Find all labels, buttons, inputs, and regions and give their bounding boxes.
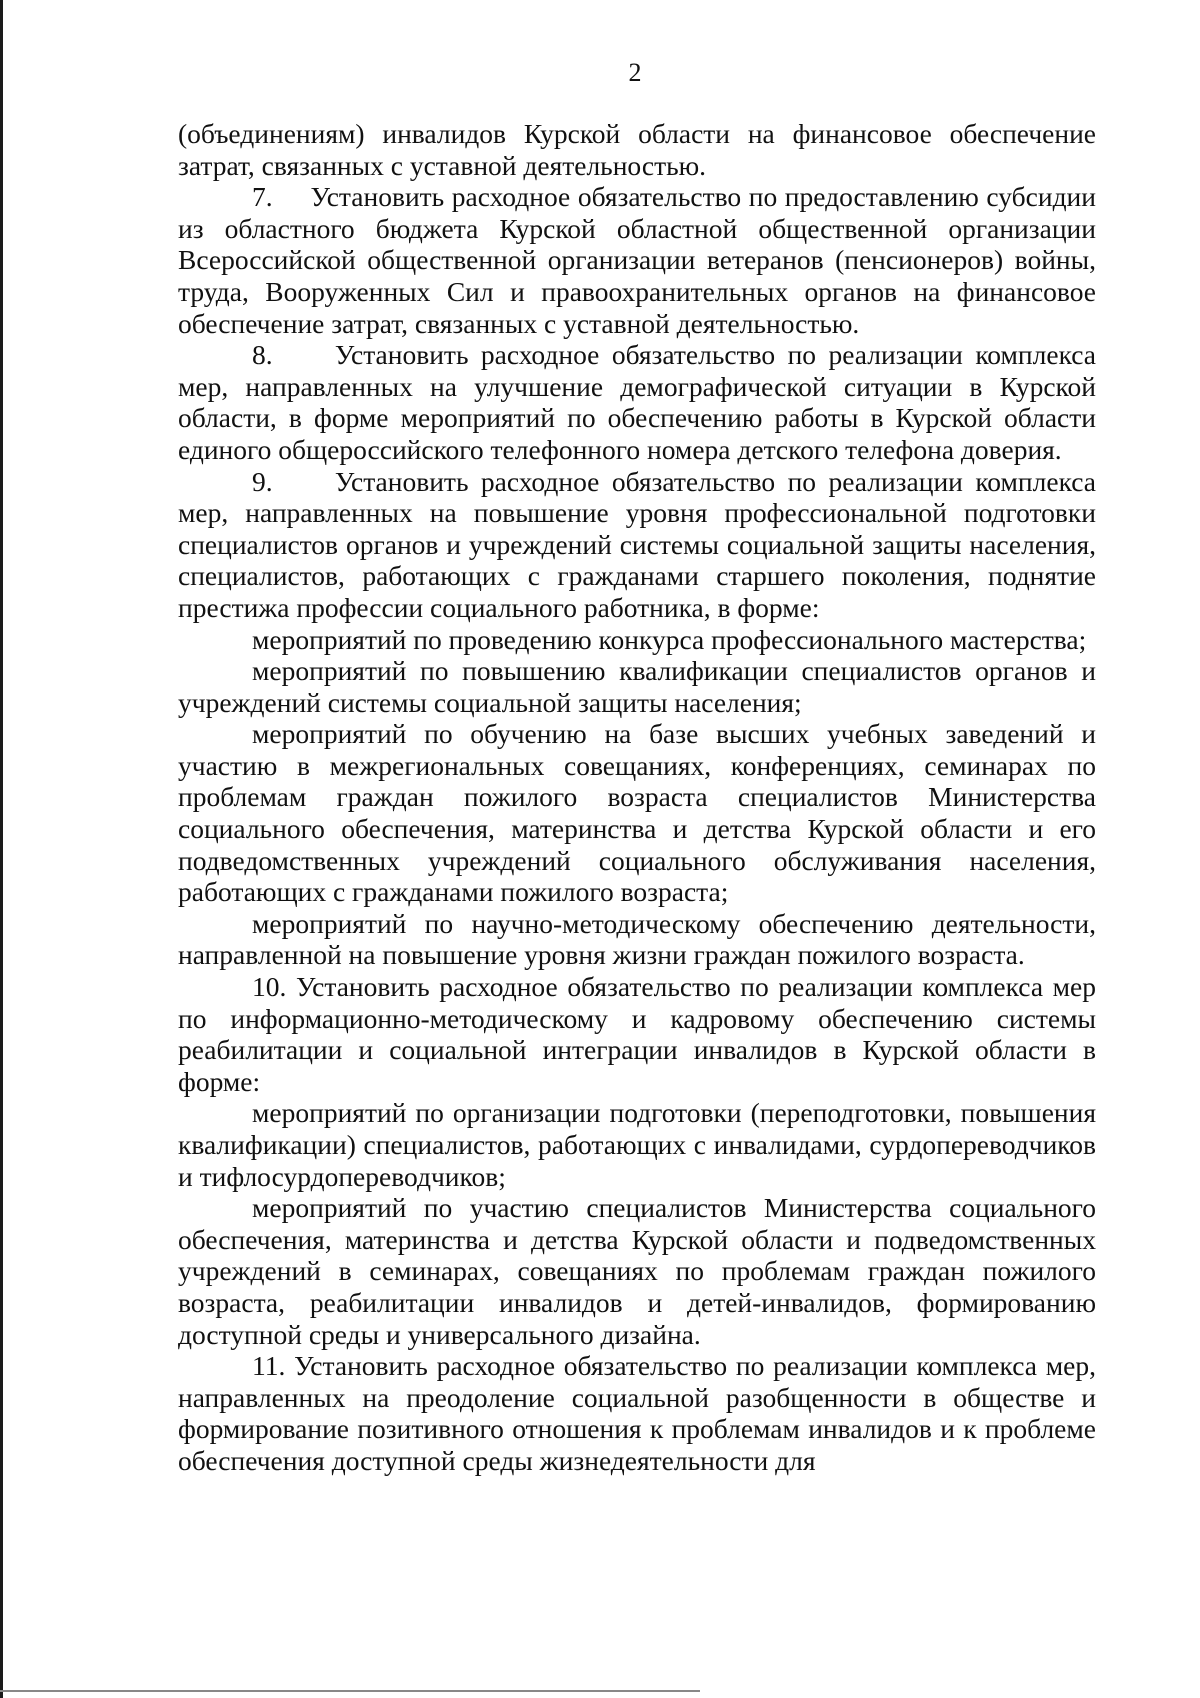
paragraph-item-7: 7. Установить расходное обязательство по предоставлению субсидии из областного бюджета Курской областной общественной организации Всероссийской общественной организации ветеранов (пенсионеров) войны, труда, Вооруженных Сил и правоохранительных органов на финансовое обеспечение затрат, связанных с уставной деятельностью. [178, 181, 1096, 339]
paragraph-item-9-form-1: мероприятий по проведению конкурса профессионального мастерства; [252, 623, 1087, 655]
scan-edge-bottom [0, 1690, 700, 1692]
paragraph-item-10: 10. Установить расходное обязательство по реализации комплекса мер по информационно-методическому и кадровому обеспечению системы реабилитации и социальной интеграции инвалидов в Курской области в форме: [178, 971, 1096, 1097]
paragraph-item-8: 8. Установить расходное обязательство по реализации комплекса мер, направленных на улучшение демографической ситуации в Курской области, в форме мероприятий по обеспечению работы в Курской области единого общероссийского телефонного номера детского телефона доверия. [178, 339, 1096, 465]
document-body [178, 118, 1096, 1477]
paragraph-item-10-form-2: мероприятий по участию специалистов Министерства социального обеспечения, материнства и детства Курской области и подведомственных учреждений в семинарах, совещаниях по проблемам граждан пожилого возраста, реабилитации инвалидов и детей-инвалидов, формированию доступной среды и универсального дизайна. [178, 1192, 1096, 1350]
paragraph-item-9-form-4: мероприятий по научно-методическому обеспечению деятельности, направленной на повышение уровня жизни граждан пожилого возраста. [178, 907, 1096, 971]
paragraph-item-9-form-2: мероприятий по повышению квалификации специалистов органов и учреждений системы социальной защиты населения; [178, 655, 1096, 718]
paragraph-item-9-form-3: мероприятий по обучению на базе высших учебных заведений и участию в межрегиональных совещаниях, конференциях, семинарах по проблемам граждан пожилого возраста специалистов Министерства социального обеспечения, материнства и детства Курской области и его подведомственных учреждений социального обслуживания населения, работающих с гражданами пожилого возраста; [178, 718, 1096, 908]
page-number: 2 [628, 58, 642, 87]
paragraph-item-11: 11. Установить расходное обязательство по реализации комплекса мер, направленных на преодоление социальной разобщенности в обществе и формирование позитивного отношения к проблемам инвалидов и к проблеме обеспечения доступной среды жизнедеятельности для [178, 1350, 1096, 1476]
paragraph-continuation: (объединениям) инвалидов Курской области на финансовое обеспечение затрат, связанных с уставной деятельностью. [178, 118, 1096, 181]
paragraph-item-9: 9. Установить расходное обязательство по реализации комплекса мер, направленных на повышение уровня профессиональной подготовки специалистов органов и учреждений системы социальной защиты населения, специалистов, работающих с гражданами старшего поколения, поднятие престижа профессии социального работника, в форме: [178, 465, 1096, 623]
paragraph-item-10-form-1: мероприятий по организации подготовки (переподготовки, повышения квалификации) специалистов, работающих с инвалидами, сурдопереводчиков и тифлосурдопереводчиков; [178, 1097, 1096, 1192]
scan-edge-left [0, 0, 3, 1698]
